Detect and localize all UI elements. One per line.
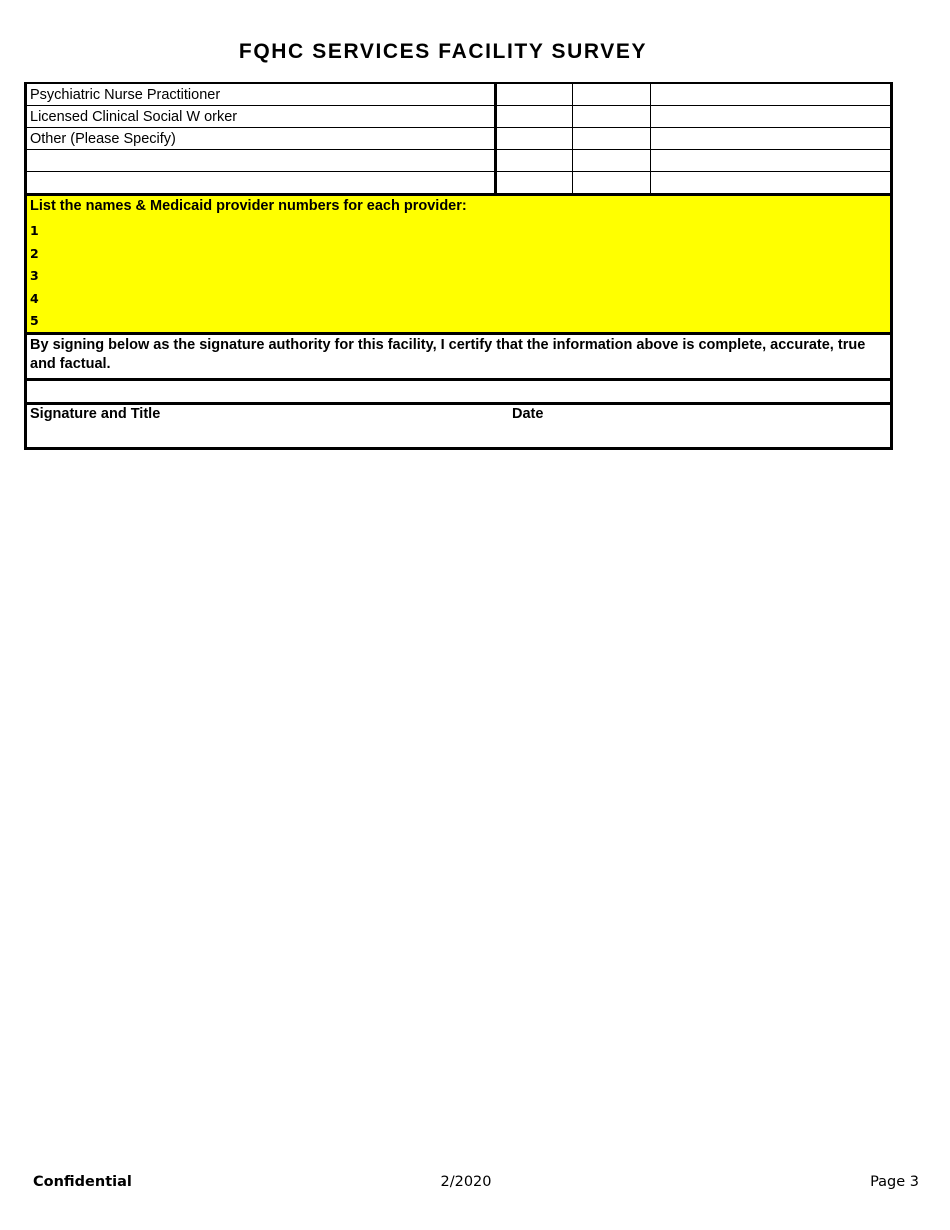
provider-list-heading: List the names & Medicaid provider numbers for each provider: — [30, 198, 467, 214]
table-row — [27, 106, 890, 128]
table-row — [27, 128, 890, 150]
footer-page-number: Page 3 — [870, 1174, 919, 1190]
provider-type-cell[interactable] — [27, 172, 496, 195]
provider-list-section — [27, 196, 890, 335]
date-label: Date — [512, 405, 544, 422]
footer-confidential: Confidential — [33, 1174, 132, 1190]
input-cell[interactable] — [573, 84, 651, 106]
signature-row[interactable] — [27, 405, 890, 447]
provider-list-item[interactable]: 1 — [30, 223, 39, 238]
input-cell[interactable] — [651, 172, 891, 195]
table-row — [27, 84, 890, 106]
input-cell[interactable] — [651, 150, 891, 172]
blank-row — [27, 381, 890, 405]
input-cell[interactable] — [651, 84, 891, 106]
certification-statement: By signing below as the signature authority for this facility, I certify that the information above is complete, accurate, true and factual. — [27, 335, 890, 381]
input-cell[interactable] — [573, 150, 651, 172]
input-cell[interactable] — [496, 172, 573, 195]
input-cell[interactable] — [496, 106, 573, 128]
provider-list-item[interactable]: 2 — [30, 245, 39, 261]
footer-date: 2/2020 — [440, 1174, 492, 1190]
table-row — [27, 172, 890, 195]
input-cell[interactable] — [573, 106, 651, 128]
input-cell[interactable] — [651, 106, 891, 128]
input-cell[interactable] — [496, 150, 573, 172]
provider-type-cell[interactable] — [27, 150, 496, 172]
input-cell[interactable] — [573, 128, 651, 150]
document-title: FQHC SERVICES FACILITY SURVEY — [238, 40, 648, 63]
provider-type-cell: Other (Please Specify) — [27, 128, 496, 150]
provider-list-item[interactable]: 3 — [30, 268, 39, 283]
input-cell[interactable] — [496, 128, 573, 150]
survey-form — [24, 82, 893, 450]
input-cell[interactable] — [496, 84, 573, 106]
provider-list-item[interactable]: 5 — [30, 313, 39, 328]
signature-label: Signature and Title — [30, 405, 161, 422]
provider-table — [27, 84, 890, 196]
provider-type-cell: Licensed Clinical Social W orker — [27, 106, 496, 128]
input-cell[interactable] — [573, 172, 651, 195]
provider-type-cell: Psychiatric Nurse Practitioner — [27, 84, 496, 106]
input-cell[interactable] — [651, 128, 891, 150]
table-row — [27, 150, 890, 172]
provider-list-item[interactable]: 4 — [30, 290, 39, 306]
